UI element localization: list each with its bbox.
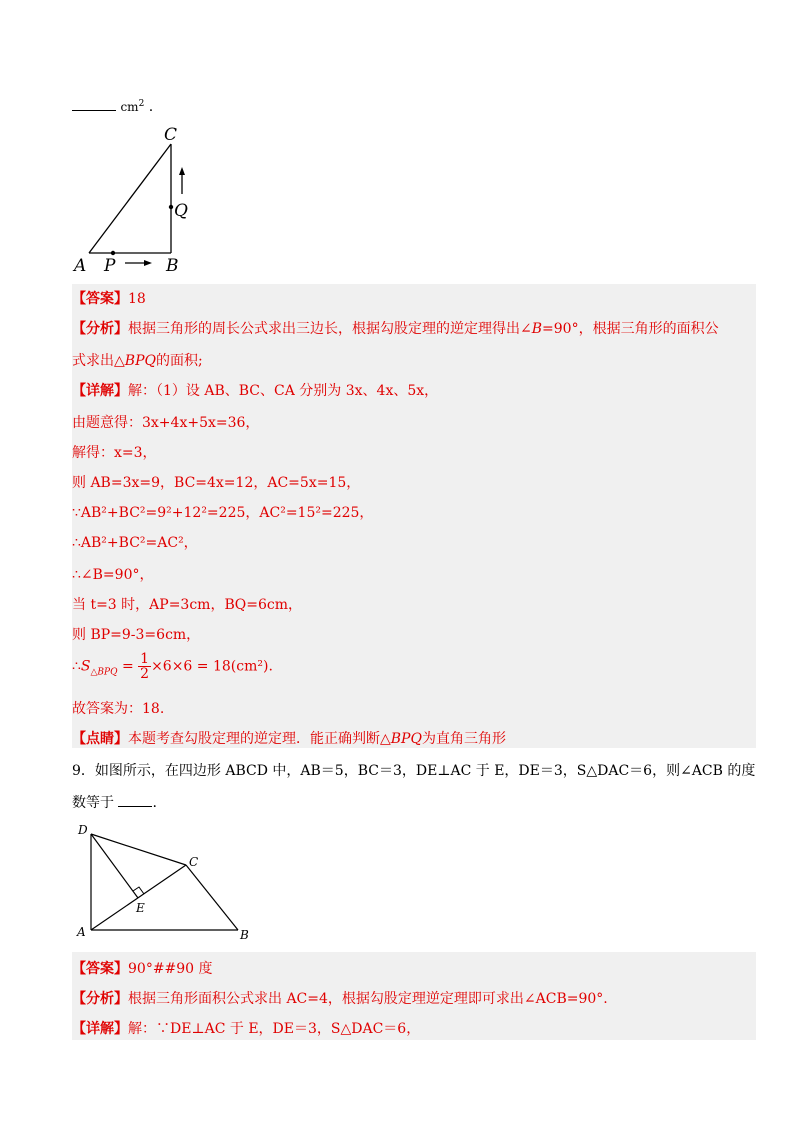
q8-detail-line-8: 当 t=3 时，AP=3cm，BQ=6cm， — [72, 597, 302, 613]
q8-area-formula: $\therefore S_{\triangle BPQ}$ = $\frac{1}{2}$ ×6×6 = 18(cm²). — [72, 651, 273, 682]
point-p — [111, 251, 115, 255]
q8-detail-line-5: ∵AB²+BC²=9²+12²=225，AC²=15²=225， — [72, 505, 374, 521]
svg-text:E: E — [136, 901, 145, 915]
q9-answer-line: 【答案】90°##90 度 — [72, 961, 213, 977]
q8-detail-line-6: ∴AB²+BC²=AC²， — [72, 535, 198, 551]
answer-blank — [118, 794, 152, 807]
q8-analysis-line-2: 式求出△BPQ的面积; — [72, 353, 203, 369]
q8-triangle-figure — [70, 124, 200, 274]
q9-analysis-line: 【分析】根据三角形面积公式求出 AC=4，根据勾股定理逆定理即可求出∠ACB=90°. — [72, 991, 608, 1007]
q8-answer-blank-line: $cm^2$ . — [72, 98, 153, 115]
unit-text: $cm^2$ — [120, 99, 145, 114]
label-p: P — [104, 256, 116, 274]
label-q: Q — [174, 201, 188, 221]
q8-detail-line-4: 则 AB=3x=9，BC=4x=12，AC=5x=15， — [72, 475, 361, 491]
label-a: A — [74, 256, 87, 274]
q9-stem-line-1: 9．如图所示，在四边形 ABCD 中，AB＝5，BC＝3，DE⊥AC 于 E，DE＝3，S△DAC＝6，则∠ACB 的度 — [72, 763, 756, 779]
point-q — [169, 205, 173, 209]
q8-detail-line-7: ∴∠B=90°， — [72, 567, 154, 583]
q8-detail-line-11: 故答案为：18. — [72, 701, 165, 717]
q9-detail-line: 【详解】解：∵DE⊥AC 于 E，DE＝3，S△DAC＝6， — [72, 1021, 421, 1037]
q8-detail-line-9: 则 BP=9-3=6cm， — [72, 627, 201, 643]
q8-detail-line-2: 由题意得：3x+4x+5x=36， — [72, 415, 260, 431]
q9-stem-line-2: 数等于 . — [72, 795, 157, 811]
label-b: B — [166, 256, 179, 274]
q8-comment-line: 【点睛】本题考查勾股定理的逆定理．能正确判断△BPQ为直角三角形 — [72, 731, 506, 747]
q8-detail-line-1: 【详解】解：（1）设 AB、BC、CA 分别为 3x、4x、5x， — [72, 383, 439, 399]
label-c: C — [164, 125, 178, 145]
svg-text:A: A — [77, 925, 86, 939]
q8-detail-line-3: 解得：x=3， — [72, 445, 157, 461]
q8-answer-line: 【答案】18 — [72, 291, 146, 307]
answer-blank — [72, 98, 116, 111]
svg-text:D: D — [78, 823, 88, 837]
q9-quadrilateral-figure — [72, 820, 262, 944]
svg-text:C: C — [189, 855, 199, 869]
svg-text:B: B — [240, 928, 249, 942]
q8-analysis-line-1: 【分析】根据三角形的周长公式求出三边长，根据勾股定理的逆定理得出∠B=90°，根据三角形的面积公 — [72, 321, 719, 337]
fraction-one-half: $\frac{1}{2}$ — [140, 651, 150, 682]
